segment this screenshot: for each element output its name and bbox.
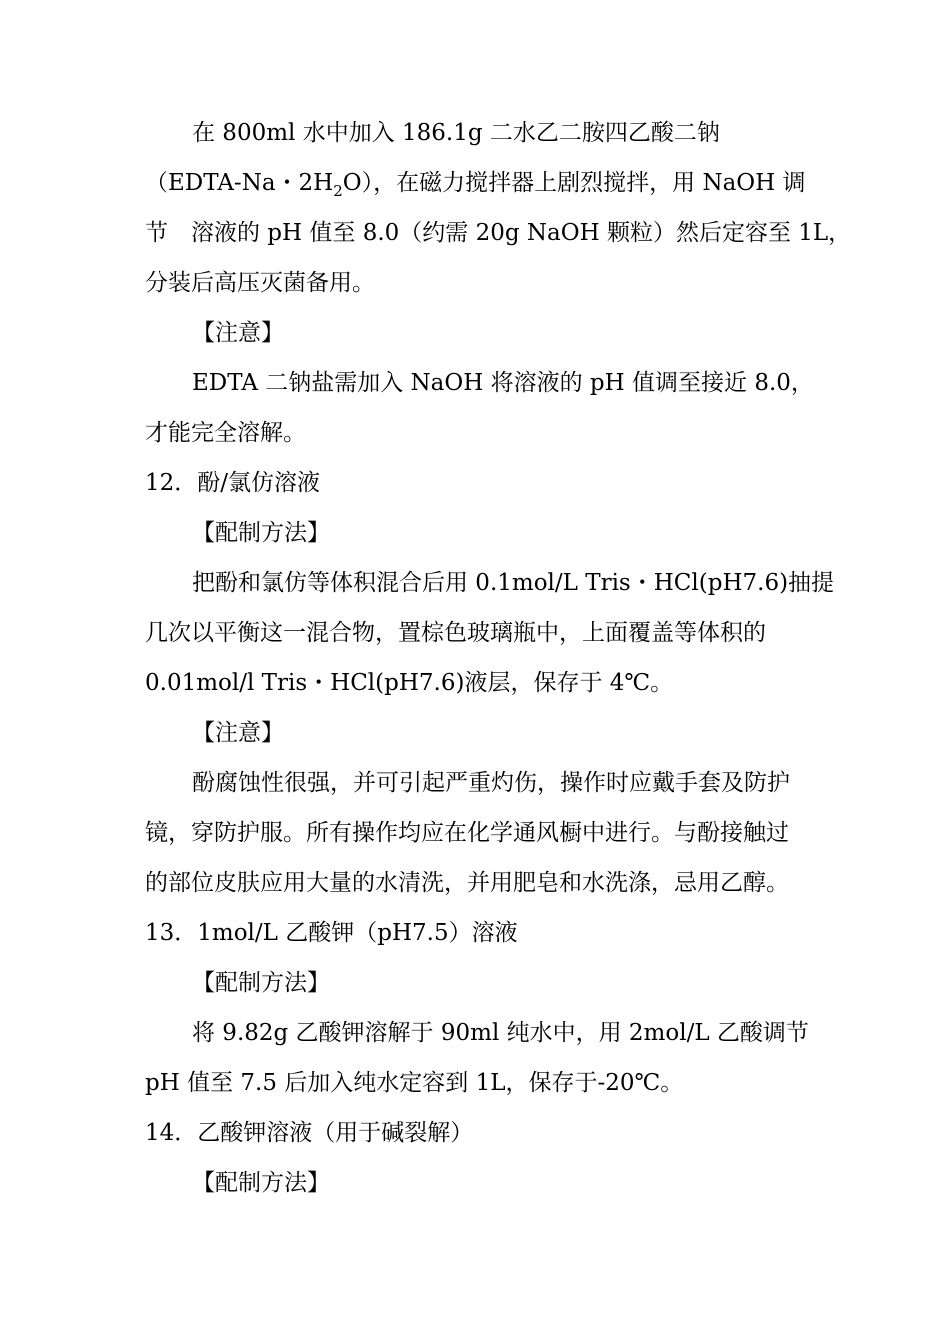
paragraph-line: 的部位皮肤应用大量的水清洗，并用肥皂和水洗涤，忌用乙醇。	[145, 870, 789, 896]
paragraph-line: 将 9.82g 乙酸钾溶解于 90ml 纯水中，用 2mol/L 乙酸调节	[192, 1020, 809, 1046]
note-heading: 【注意】	[192, 320, 284, 346]
method-heading: 【配制方法】	[192, 520, 330, 546]
text-run: （EDTA-Na・2H	[145, 170, 334, 196]
text-run: O），在磁力搅拌器上剧烈搅拌，用 NaOH 调	[342, 170, 806, 196]
paragraph-line: 镜，穿防护服。所有操作均应在化学通风橱中进行。与酚接触过	[145, 820, 789, 846]
paragraph-line: 酚腐蚀性很强，并可引起严重灼伤，操作时应戴手套及防护	[192, 770, 790, 796]
paragraph-line: pH 值至 7.5 后加入纯水定容到 1L，保存于-20℃。	[145, 1070, 684, 1096]
paragraph-line: 几次以平衡这一混合物，置棕色玻璃瓶中，上面覆盖等体积的	[145, 620, 766, 646]
method-heading: 【配制方法】	[192, 1170, 330, 1196]
paragraph-line: EDTA 二钠盐需加入 NaOH 将溶液的 pH 值调至接近 8.0，	[192, 370, 814, 396]
note-heading: 【注意】	[192, 720, 284, 746]
subscript: 2	[333, 182, 343, 200]
section-heading: 12．酚/氯仿溶液	[145, 470, 321, 496]
method-heading: 【配制方法】	[192, 970, 330, 996]
section-heading: 13．1mol/L 乙酸钾（pH7.5）溶液	[145, 920, 518, 946]
paragraph-line: 分装后高压灭菌备用。	[145, 270, 375, 296]
paragraph-line: 节 溶液的 pH 值至 8.0（约需 20g NaOH 颗粒）然后定容至 1L，	[145, 220, 852, 246]
paragraph-line: 在 800ml 水中加入 186.1g 二水乙二胺四乙酸二钠	[192, 120, 720, 146]
section-heading: 14．乙酸钾溶液（用于碱裂解）	[145, 1120, 474, 1146]
paragraph-line	[145, 168, 806, 198]
paragraph-line: 才能完全溶解。	[145, 420, 306, 446]
paragraph-line: 0.01mol/l Tris・HCl(pH7.6)液层，保存于 4℃。	[145, 670, 674, 696]
paragraph-line: 把酚和氯仿等体积混合后用 0.1mol/L Tris・HCl(pH7.6)抽提	[192, 570, 835, 596]
